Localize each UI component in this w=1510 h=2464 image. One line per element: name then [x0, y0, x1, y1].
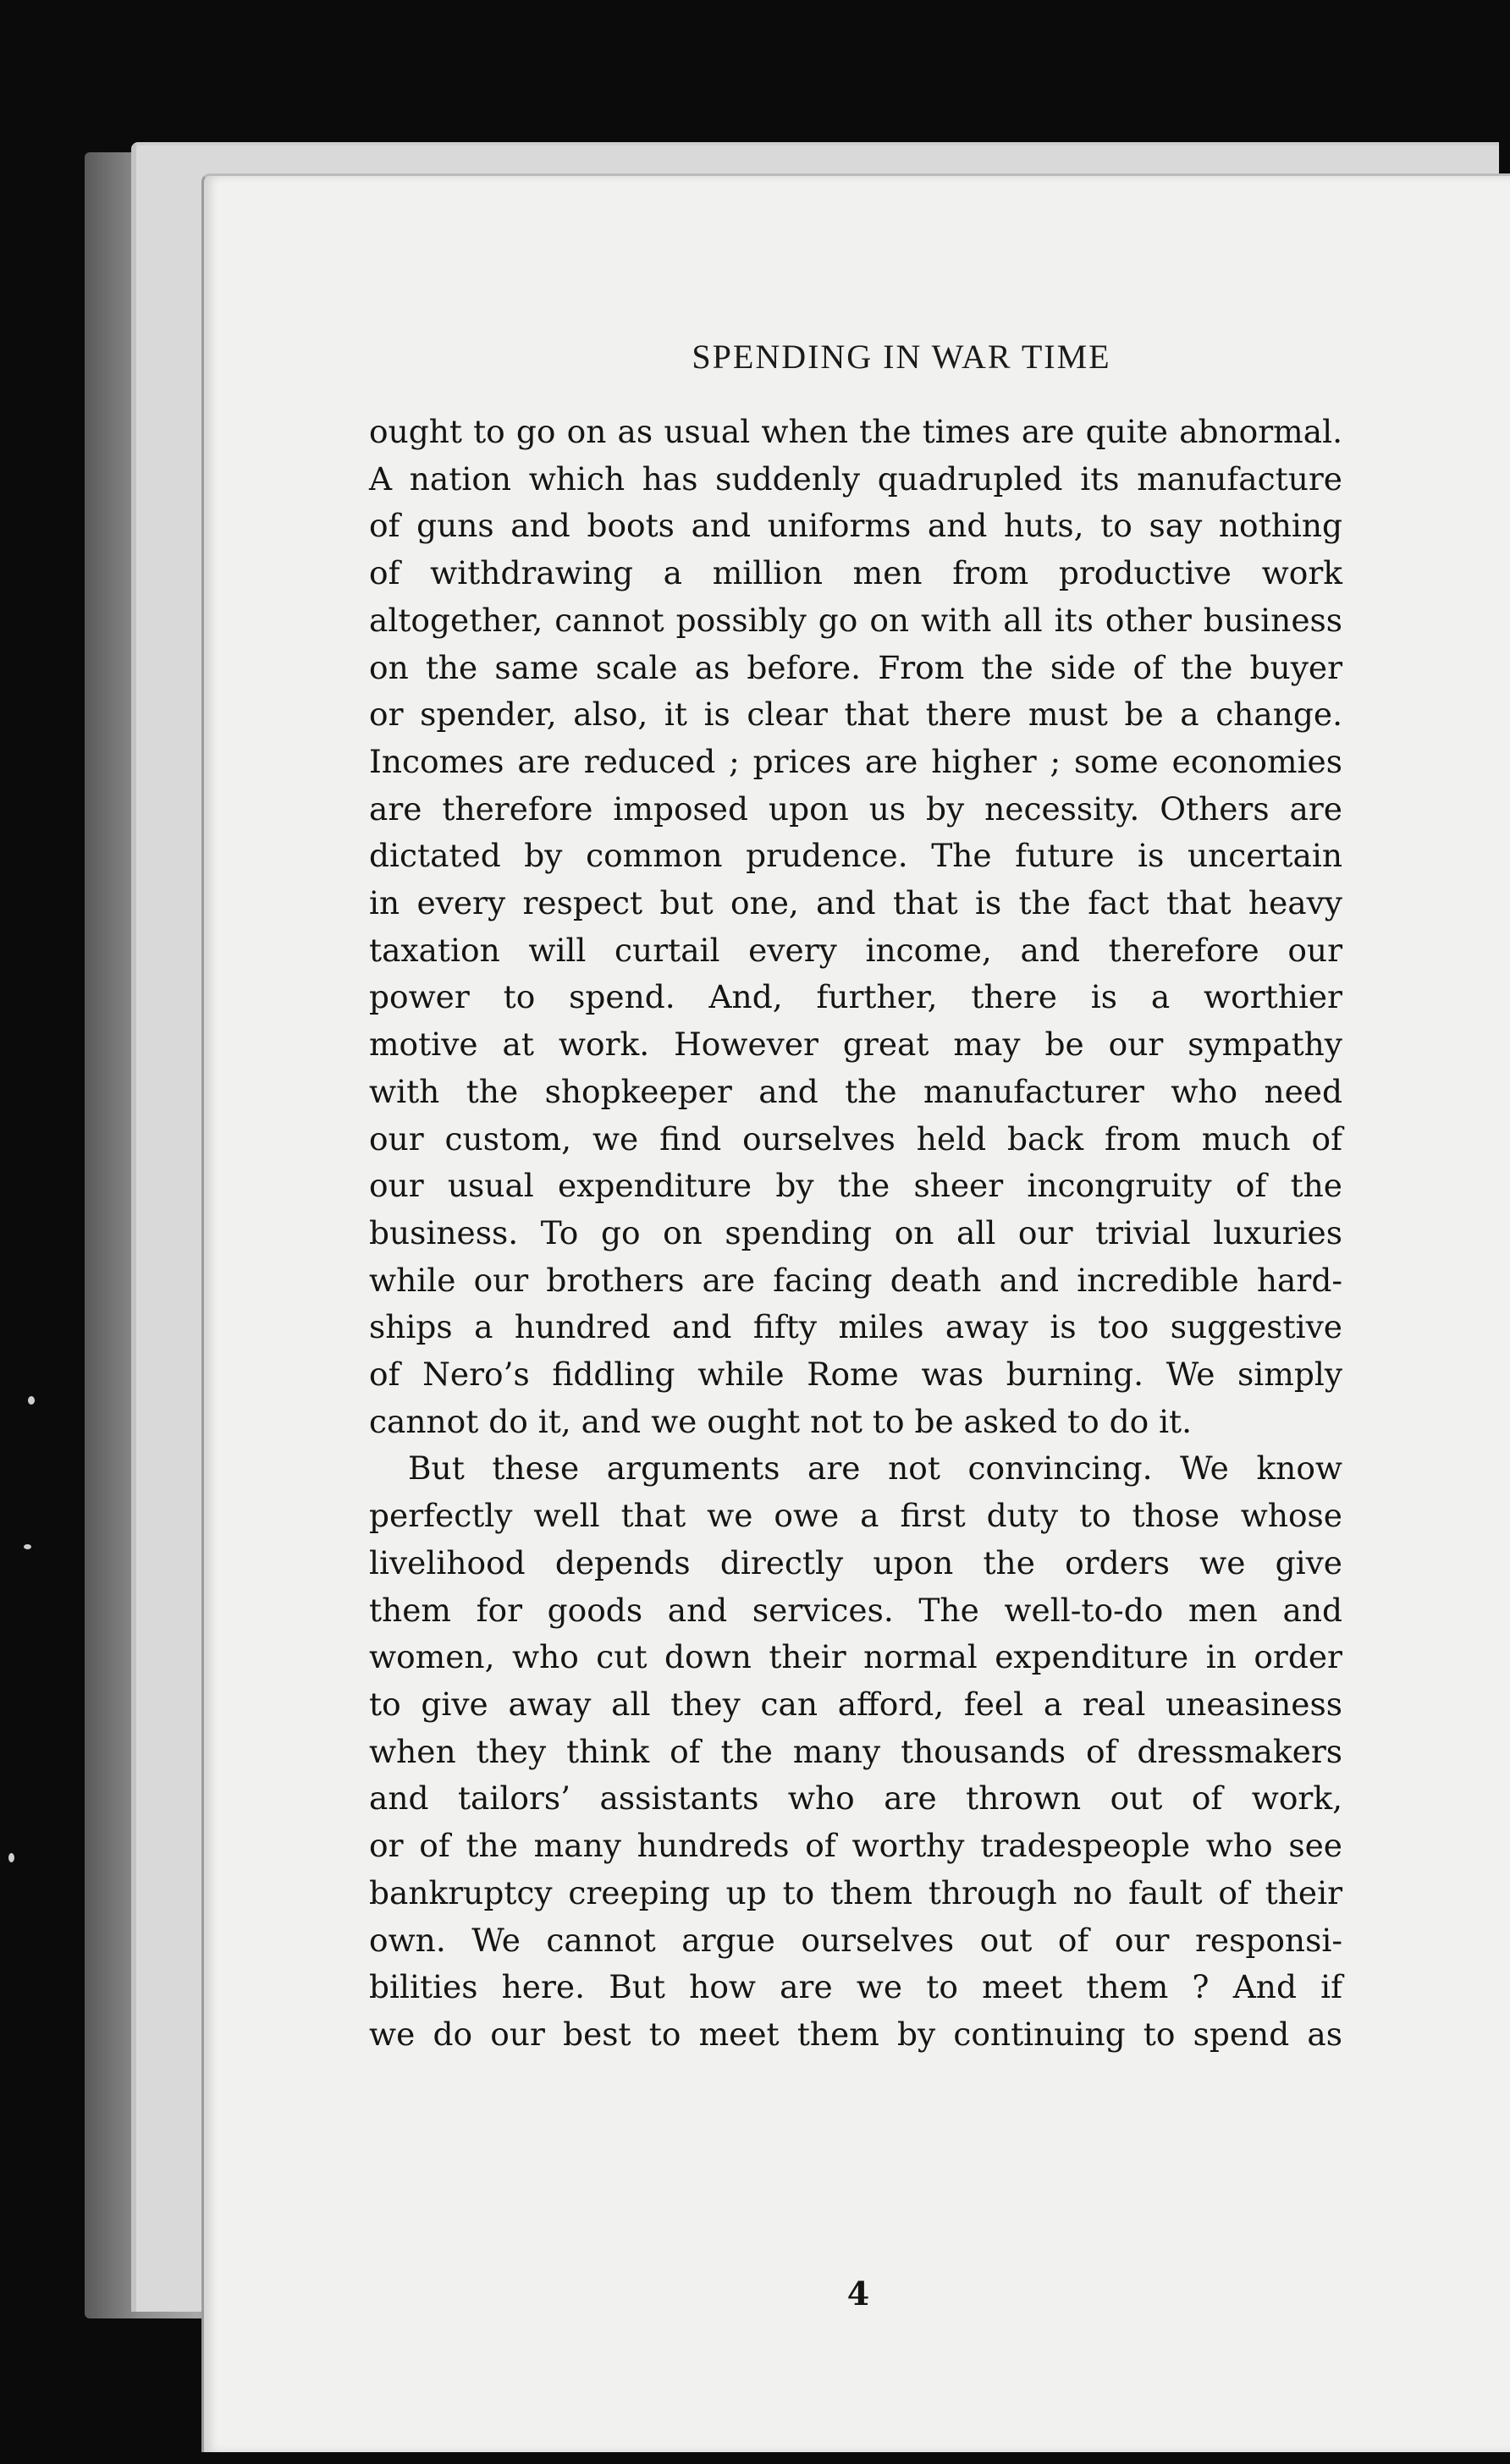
text-line: altogether, cannot possibly go on with all its other business	[369, 601, 1342, 639]
text-line: of guns and boots and uniforms and huts, to say nothing	[369, 507, 1342, 545]
page-number: 4	[846, 2274, 870, 2313]
dust-speck	[28, 1396, 35, 1405]
text-line: our usual expenditure by the sheer incongruity of the	[369, 1167, 1342, 1205]
text-line: of Nero’s fiddling while Rome was burning. We simply	[369, 1356, 1342, 1394]
text-line: to give away all they can afford, feel a real uneasiness	[369, 1685, 1342, 1723]
text-line: livelihood depends directly upon the orders we give	[369, 1543, 1342, 1581]
text-line: dictated by common prudence. The future is uncertain	[369, 837, 1342, 875]
text-line: them for goods and services. The well-to-do men and	[369, 1591, 1342, 1629]
text-line: bilities here. But how are we to meet them ? And if	[369, 1968, 1342, 2006]
text-line: bankruptcy creeping up to them through no fault of their	[369, 1873, 1342, 1911]
text-line: with the shopkeeper and the manufacturer who need	[369, 1072, 1342, 1110]
text-line: we do our best to meet them by continuing to spend as	[369, 2015, 1342, 2053]
dust-speck	[8, 1853, 14, 1862]
text-line: ought to go on as usual when the times are quite abnormal.	[369, 413, 1342, 450]
text-line: ships a hundred and fifty miles away is too suggestive	[369, 1308, 1342, 1346]
text-line: power to spend. And, further, there is a worthier	[369, 978, 1342, 1016]
text-line: A nation which has suddenly quadrupled its manufacture	[369, 459, 1342, 498]
text-line: perfectly well that we owe a first duty to those whose	[369, 1497, 1342, 1535]
text-line: taxation will curtail every income, and therefore our	[369, 931, 1342, 969]
text-line: or of the many hundreds of worthy tradespeople who see	[369, 1827, 1342, 1865]
text-line: when they think of the many thousands of dressmakers	[369, 1732, 1342, 1770]
text-line: But these arguments are not convincing. We know	[408, 1449, 1342, 1488]
text-line: of withdrawing a million men from productive work	[369, 554, 1342, 592]
text-line: our custom, we find ourselves held back from much of	[369, 1119, 1342, 1158]
running-head: SPENDING IN WAR TIME	[692, 338, 1111, 376]
text-line: business. To go on spending on all our trivial luxuries	[369, 1213, 1342, 1251]
text-line: and tailors’ assistants who are thrown out of work,	[369, 1779, 1342, 1818]
text-line: own. We cannot argue ourselves out of our responsi-	[369, 1921, 1342, 1959]
text-line: motive at work. However great may be our sympathy	[369, 1026, 1342, 1064]
text-line: are therefore imposed upon us by necessity. Others are	[369, 789, 1342, 828]
text-line: women, who cut down their normal expenditure in order	[369, 1638, 1342, 1676]
text-line: on the same scale as before. From the side of the buyer	[369, 648, 1342, 686]
text-line: or spender, also, it is clear that there must be a change.	[369, 696, 1342, 734]
dust-speck	[24, 1544, 31, 1549]
text-line: in every respect but one, and that is the fact that heavy	[369, 884, 1342, 922]
text-line: cannot do it, and we ought not to be asked to do it.	[369, 1402, 1193, 1440]
book-page	[201, 173, 1510, 2452]
text-line: Incomes are reduced ; prices are higher ; some economies	[369, 742, 1342, 780]
body-text	[369, 409, 1342, 2059]
text-line: while our brothers are facing death and incredible hard-	[369, 1261, 1342, 1299]
